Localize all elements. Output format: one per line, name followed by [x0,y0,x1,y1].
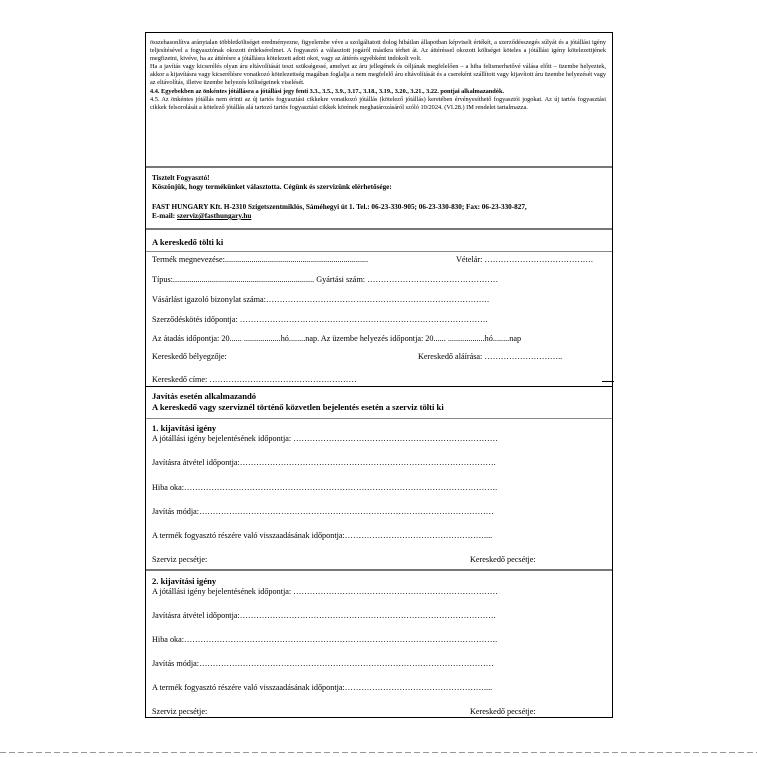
handover-date-field[interactable]: Az átadás időpontja: 20...... ..................hó........nap. Az üzembe helyezés időpontja: 20...... ..................hó........nap [152,334,522,343]
claim-2-report-date-field[interactable]: A jótállási igény bejelentésének időpontja: ………………………………………………………………… [152,587,498,596]
intro-paragraph-3: 4.4. Egyebekben az önkéntes jótállásra a jótállási jegy fenti 3.3., 3.5., 3.9., 3.17., 3.18., 3.19., 3.20., 3.21., 3.22. pontjai alkalmazandók. [150,87,505,95]
warranty-card-page [145,32,613,718]
company-address-line: FAST HUNGARY Kft. H-2310 Szigetszentmiklós, Sáméhegyi út 1. Tel.: 06-23-330-905; 06-23-330-830; Fax: 06-23-330-827, [152,203,527,211]
claim-2-fault-field[interactable]: Hiba oka:……………………………………………………………………………………………………. [152,635,498,644]
page-bottom-rule [0,752,757,753]
divider [146,251,612,252]
claim-2-return-field[interactable]: A termék fogyasztó részére való visszaadásának időpontja:…………………………………………….... [152,683,493,692]
dealer-signature-field[interactable]: Kereskedő aláírása: ……………………….. [418,352,563,361]
divider [146,228,612,230]
claim-1-method-field[interactable]: Javítás módja:……………………………………………………………………………………………… [152,507,494,516]
divider [146,386,612,387]
company-address [152,203,608,221]
repair-section-title: Javítás esetén alkalmazandó [152,391,257,401]
claim-2-dealer-stamp-label: Kereskedő pecsétje: [470,707,536,716]
claim-2-method-field[interactable]: Javítás módja:……………………………………………………………………………………………… [152,659,494,668]
intro-paragraph-4: 4.5. Az önkéntes jótállás nem érinti az új tartós fogyasztási cikkekre vonatkozó jótállás (kötelező jótállás) keretében érvényesíthető fogyasztói jogokat. Az új tartós fogyasztási cikkek felsorolását a kötelező jótállás alá tartozó tartós fogyasztási cikkek körének meghatározásáról szóló 10/2024. (VI.28.) IM rendelet tartalmazza. [150,95,606,111]
repair-section-subtitle: A kereskedő vagy szerviznél történő közvetlen bejelentés esetén a szerviz tölti ki [152,402,444,412]
claim-1-report-date-field[interactable]: A jótállási igény bejelentésének időpontja: ………………………………………………………………… [152,434,498,443]
divider [146,569,612,571]
divider [146,166,612,168]
greeting-line-1: Tisztelt Fogyasztó! [152,174,210,182]
claim-1-fault-field[interactable]: Hiba oka:……………………………………………………………………………………………………. [152,483,498,492]
margin-tick [602,381,614,382]
greeting-line-2: Köszönjük, hogy termékünket választotta. Cégünk és szervizünk elérhetősége: [152,183,392,191]
email-label: E-mail: [152,212,177,220]
divider [146,418,612,419]
contract-date-field[interactable]: Szerződéskötés időpontja: ………………………………………………………………………………. [152,315,488,324]
product-name-field[interactable]: Termék megnevezése:...................................................................... [152,255,369,264]
claim-2-title: 2. kijavítási igény [152,576,217,586]
dealer-stamp-label: Kereskedő bélyegzője: [152,352,227,361]
claim-1-return-field[interactable]: A termék fogyasztó részére való visszaadásának időpontja:…………………………………………….... [152,531,493,540]
email-link[interactable]: szerviz@fasthungary.hu [176,212,252,220]
dealer-section-heading: A kereskedő tölti ki [152,237,224,247]
dealer-address-field[interactable]: Kereskedő címe: ……………………………………………… [152,375,357,384]
intro-paragraph-1: összehasonlítva aránytalan többletköltséget eredményezne, figyelembe véve a szolgáltatott dolog hibátlan állapotban képviselt értékét, a szerződésszegés súlyát és a jótállási igény teljesítésével a fogyasztónak okozott érdeksérelmet. A fogyasztó a választott jogáról másikra térhet át. Az áttéréssel okozott költséget köteles a jótállási igény kötelezettjének megfizetni, kivéve, ha az áttérésre a jótállásra kötelezett adott okot, vagy az áttérés egyébként indokolt volt. [150,39,606,63]
claim-1-service-stamp-label: Szerviz pecsétje: [152,555,208,564]
intro-paragraph-2: Ha a javítás vagy kicserélés olyan áru eltávolítását teszi szükségessé, amelyet az áru jellegének és céljának megfelelően – a hiba felismerhetővé válása előtt – üzembe helyeztek, akkor a kijavításra vagy kicserélésre vonatkozó kötelezettség magában foglalja a nem megfelelő áru eltávolítását és a csereként szállított vagy kijavított áru üzembe helyezését vagy az eltávolítás, illetve üzembe helyezés költségeinek viselését. [150,63,606,87]
claim-1-received-field[interactable]: Javításra átvétel időpontja:…………………………………………………………………………………. [152,458,496,467]
claim-2-received-field[interactable]: Javításra átvétel időpontja:…………………………………………………………………………………. [152,611,496,620]
claim-1-title: 1. kijavítási igény [152,423,217,433]
greeting [152,174,392,192]
claim-1-dealer-stamp-label: Kereskedő pecsétje: [470,555,536,564]
claim-2-service-stamp-label: Szerviz pecsétje: [152,707,208,716]
type-serial-field[interactable]: Típus:..................................................................... Gyártási szám: ………………………………………… [152,275,499,284]
intro-text [150,39,606,112]
receipt-field[interactable]: Vásárlást igazoló bizonylat száma:………………………………………………………………………. [152,295,490,304]
price-field[interactable]: Vételár: …………………………………. [456,255,593,264]
